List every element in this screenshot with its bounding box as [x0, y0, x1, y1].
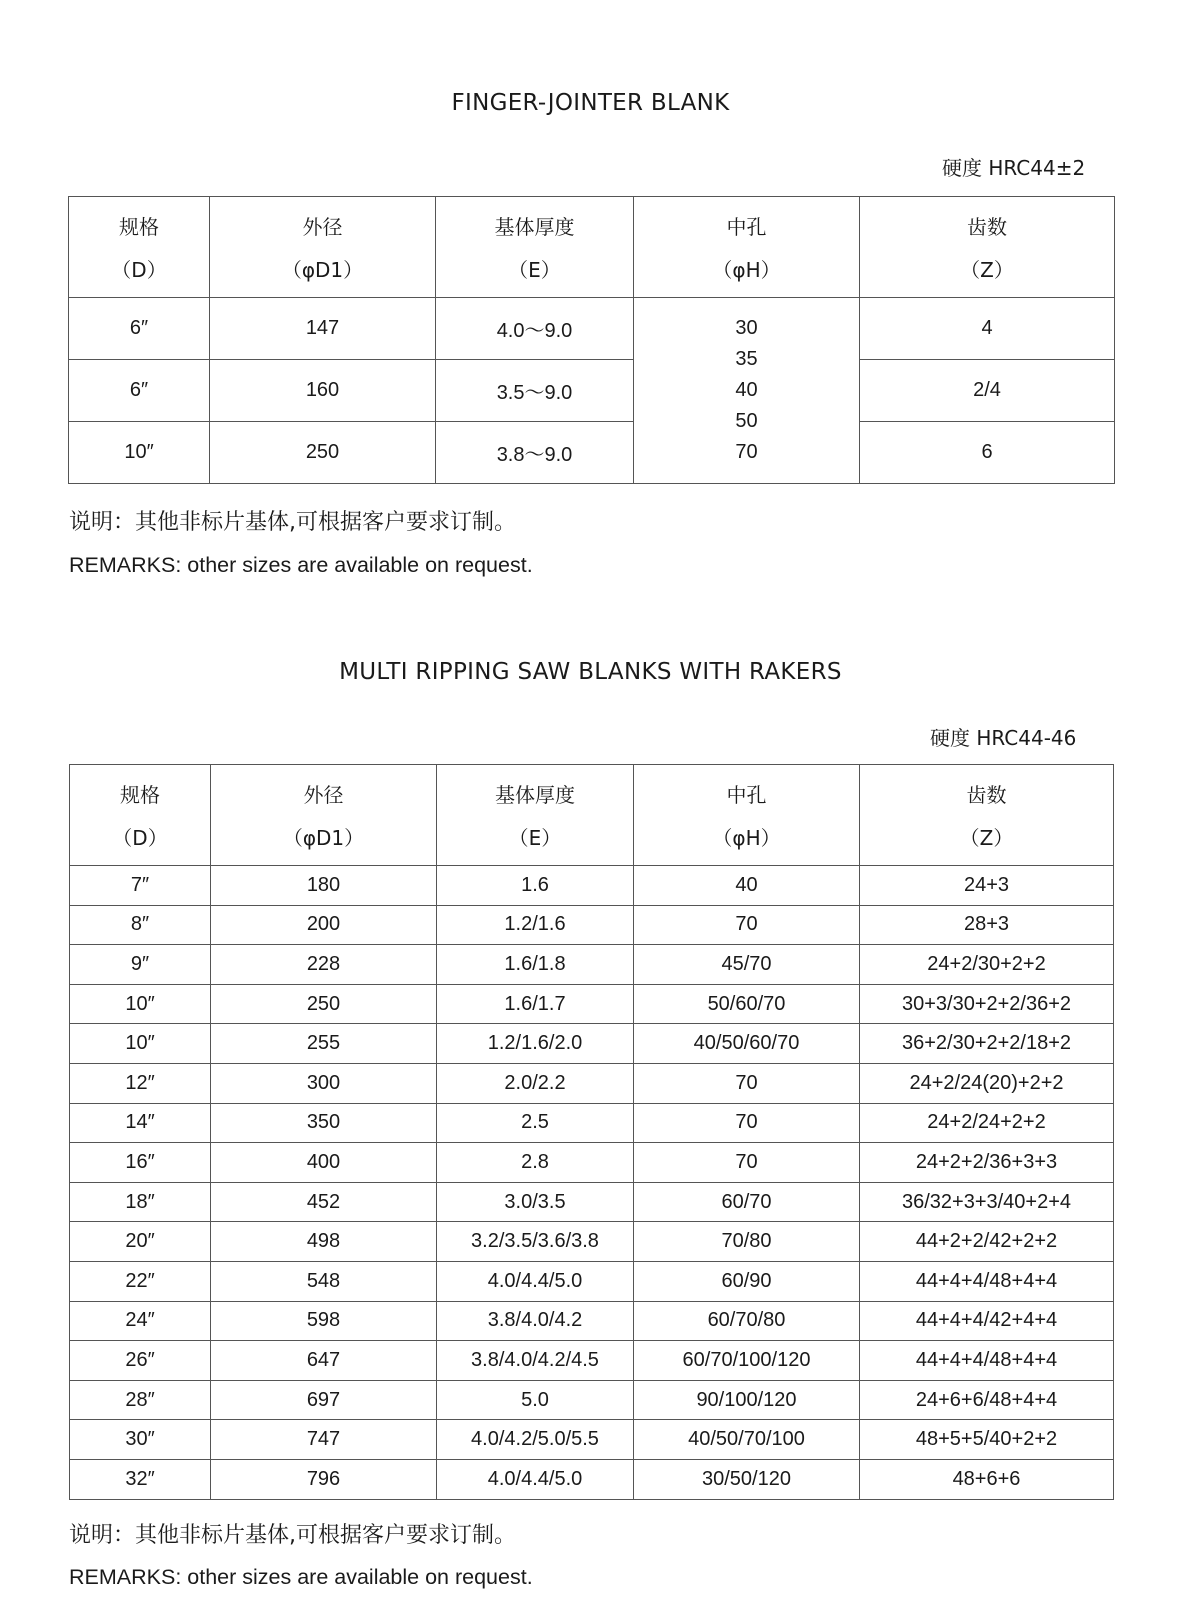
- cell-outer-diameter: 350: [211, 1103, 437, 1143]
- table-row: [70, 1420, 1114, 1460]
- header-teeth: 齿数 （Z）: [860, 765, 1114, 866]
- cell-thickness: 1.2/1.6/2.0: [437, 1024, 634, 1064]
- cell-thickness: 2.8: [437, 1143, 634, 1183]
- table-row: [70, 945, 1114, 985]
- cell-bore-merged: 30 35 40 50 70: [634, 298, 860, 484]
- cell-teeth: 36/32+3+3/40+2+4: [860, 1182, 1114, 1222]
- header-teeth: 齿数 （Z）: [860, 197, 1115, 298]
- cell-outer-diameter: 747: [211, 1420, 437, 1460]
- cell-outer-diameter: 548: [211, 1261, 437, 1301]
- cell-outer-diameter: 200: [211, 905, 437, 945]
- cell-bore: 70: [634, 1143, 860, 1183]
- table-row: [70, 984, 1114, 1024]
- cell-bore: 40: [634, 866, 860, 906]
- cell-outer-diameter: 250: [210, 422, 436, 484]
- cell-thickness: 4.0/4.4/5.0: [437, 1261, 634, 1301]
- cell-bore: 90/100/120: [634, 1380, 860, 1420]
- cell-size: 20″: [70, 1222, 211, 1262]
- cell-thickness: 3.8/4.0/4.2: [437, 1301, 634, 1341]
- cell-size: 22″: [70, 1261, 211, 1301]
- cell-bore: 45/70: [634, 945, 860, 985]
- table-row: [70, 1024, 1114, 1064]
- table-row: [70, 1341, 1114, 1381]
- cell-bore: 70: [634, 1103, 860, 1143]
- cell-outer-diameter: 250: [211, 984, 437, 1024]
- cell-outer-diameter: 598: [211, 1301, 437, 1341]
- cell-bore: 60/70/100/120: [634, 1341, 860, 1381]
- cell-teeth: 24+2+2/36+3+3: [860, 1143, 1114, 1183]
- cell-teeth: 36+2/30+2+2/18+2: [860, 1024, 1114, 1064]
- table-row: [70, 1222, 1114, 1262]
- header-thickness: 基体厚度 （E）: [436, 197, 634, 298]
- cell-bore: 70: [634, 1063, 860, 1103]
- cell-outer-diameter: 180: [211, 866, 437, 906]
- cell-thickness: 3.5～9.0: [436, 360, 634, 422]
- cell-size: 14″: [70, 1103, 211, 1143]
- cell-teeth: 44+4+4/42+4+4: [860, 1301, 1114, 1341]
- cell-thickness: 4.0～9.0: [436, 298, 634, 360]
- cell-size: 10″: [70, 1024, 211, 1064]
- cell-bore: 50/60/70: [634, 984, 860, 1024]
- cell-teeth: 48+6+6: [860, 1459, 1114, 1499]
- cell-teeth: 44+4+4/48+4+4: [860, 1261, 1114, 1301]
- cell-teeth: 2/4: [860, 360, 1115, 422]
- table-row: [69, 422, 1115, 484]
- cell-thickness: 2.5: [437, 1103, 634, 1143]
- cell-size: 26″: [70, 1341, 211, 1381]
- header-outer-diameter: 外径 （φD1）: [211, 765, 437, 866]
- cell-thickness: 1.6/1.8: [437, 945, 634, 985]
- cell-outer-diameter: 300: [211, 1063, 437, 1103]
- cell-thickness: 4.0/4.2/5.0/5.5: [437, 1420, 634, 1460]
- cell-size: 10″: [69, 422, 210, 484]
- cell-teeth: 24+6+6/48+4+4: [860, 1380, 1114, 1420]
- section2-title: MULTI RIPPING SAW BLANKS WITH RAKERS: [339, 659, 842, 685]
- header-size: 规格 （D）: [69, 197, 210, 298]
- cell-size: 12″: [70, 1063, 211, 1103]
- cell-teeth: 30+3/30+2+2/36+2: [860, 984, 1114, 1024]
- section1-title: FINGER-JOINTER BLANK: [451, 90, 730, 116]
- table-row: [70, 1143, 1114, 1183]
- cell-bore: 70/80: [634, 1222, 860, 1262]
- ripping-saw-table: [69, 764, 1114, 1500]
- cell-bore: 40/50/70/100: [634, 1420, 860, 1460]
- cell-teeth: 48+5+5/40+2+2: [860, 1420, 1114, 1460]
- table-row: [70, 866, 1114, 906]
- cell-size: 16″: [70, 1143, 211, 1183]
- cell-outer-diameter: 255: [211, 1024, 437, 1064]
- cell-size: 24″: [70, 1301, 211, 1341]
- cell-thickness: 1.6/1.7: [437, 984, 634, 1024]
- table-row: [70, 905, 1114, 945]
- cell-teeth: 24+2/24+2+2: [860, 1103, 1114, 1143]
- cell-teeth: 44+4+4/48+4+4: [860, 1341, 1114, 1381]
- cell-bore: 70: [634, 905, 860, 945]
- cell-bore: 30/50/120: [634, 1459, 860, 1499]
- section2-note-en: REMARKS: other sizes are available on request.: [69, 1565, 533, 1589]
- cell-teeth: 24+2/30+2+2: [860, 945, 1114, 985]
- cell-size: 32″: [70, 1459, 211, 1499]
- finger-jointer-table: [68, 196, 1115, 484]
- cell-outer-diameter: 647: [211, 1341, 437, 1381]
- cell-size: 10″: [70, 984, 211, 1024]
- cell-bore: 40/50/60/70: [634, 1024, 860, 1064]
- cell-size: 8″: [70, 905, 211, 945]
- cell-size: 9″: [70, 945, 211, 985]
- table-row: [69, 298, 1115, 360]
- cell-thickness: 4.0/4.4/5.0: [437, 1459, 634, 1499]
- table-row: [70, 1103, 1114, 1143]
- cell-size: 6″: [69, 298, 210, 360]
- section2-hardness: 硬度 HRC44-46: [930, 726, 1077, 750]
- header-bore: 中孔 （φH）: [634, 765, 860, 866]
- cell-teeth: 44+2+2/42+2+2: [860, 1222, 1114, 1262]
- table-row: [70, 1459, 1114, 1499]
- cell-thickness: 3.0/3.5: [437, 1182, 634, 1222]
- section1-note-en: REMARKS: other sizes are available on request.: [69, 553, 533, 577]
- cell-thickness: 3.2/3.5/3.6/3.8: [437, 1222, 634, 1262]
- section1-hardness: 硬度 HRC44±2: [942, 156, 1086, 180]
- cell-size: 6″: [69, 360, 210, 422]
- cell-outer-diameter: 147: [210, 298, 436, 360]
- cell-thickness: 3.8～9.0: [436, 422, 634, 484]
- cell-outer-diameter: 400: [211, 1143, 437, 1183]
- section1-note-cn: 说明：其他非标片基体,可根据客户要求订制。: [69, 510, 516, 535]
- table-row: [70, 1261, 1114, 1301]
- cell-outer-diameter: 796: [211, 1459, 437, 1499]
- cell-teeth: 6: [860, 422, 1115, 484]
- cell-outer-diameter: 160: [210, 360, 436, 422]
- cell-thickness: 5.0: [437, 1380, 634, 1420]
- cell-size: 7″: [70, 866, 211, 906]
- cell-thickness: 1.2/1.6: [437, 905, 634, 945]
- cell-bore: 60/70: [634, 1182, 860, 1222]
- cell-outer-diameter: 697: [211, 1380, 437, 1420]
- cell-outer-diameter: 228: [211, 945, 437, 985]
- cell-outer-diameter: 452: [211, 1182, 437, 1222]
- cell-teeth: 4: [860, 298, 1115, 360]
- cell-teeth: 24+2/24(20)+2+2: [860, 1063, 1114, 1103]
- cell-size: 18″: [70, 1182, 211, 1222]
- cell-teeth: 28+3: [860, 905, 1114, 945]
- cell-thickness: 3.8/4.0/4.2/4.5: [437, 1341, 634, 1381]
- cell-thickness: 2.0/2.2: [437, 1063, 634, 1103]
- cell-teeth: 24+3: [860, 866, 1114, 906]
- table-row: [70, 1063, 1114, 1103]
- cell-bore: 60/70/80: [634, 1301, 860, 1341]
- section2-note-cn: 说明：其他非标片基体,可根据客户要求订制。: [69, 1523, 516, 1548]
- cell-size: 28″: [70, 1380, 211, 1420]
- cell-size: 30″: [70, 1420, 211, 1460]
- header-bore: 中孔 （φH）: [634, 197, 860, 298]
- cell-outer-diameter: 498: [211, 1222, 437, 1262]
- cell-thickness: 1.6: [437, 866, 634, 906]
- table-row: [69, 360, 1115, 422]
- table-row: [70, 1301, 1114, 1341]
- table-row: [70, 1380, 1114, 1420]
- header-thickness: 基体厚度 （E）: [437, 765, 634, 866]
- header-outer-diameter: 外径 （φD1）: [210, 197, 436, 298]
- table-row: [70, 1182, 1114, 1222]
- cell-bore: 60/90: [634, 1261, 860, 1301]
- header-size: 规格 （D）: [70, 765, 211, 866]
